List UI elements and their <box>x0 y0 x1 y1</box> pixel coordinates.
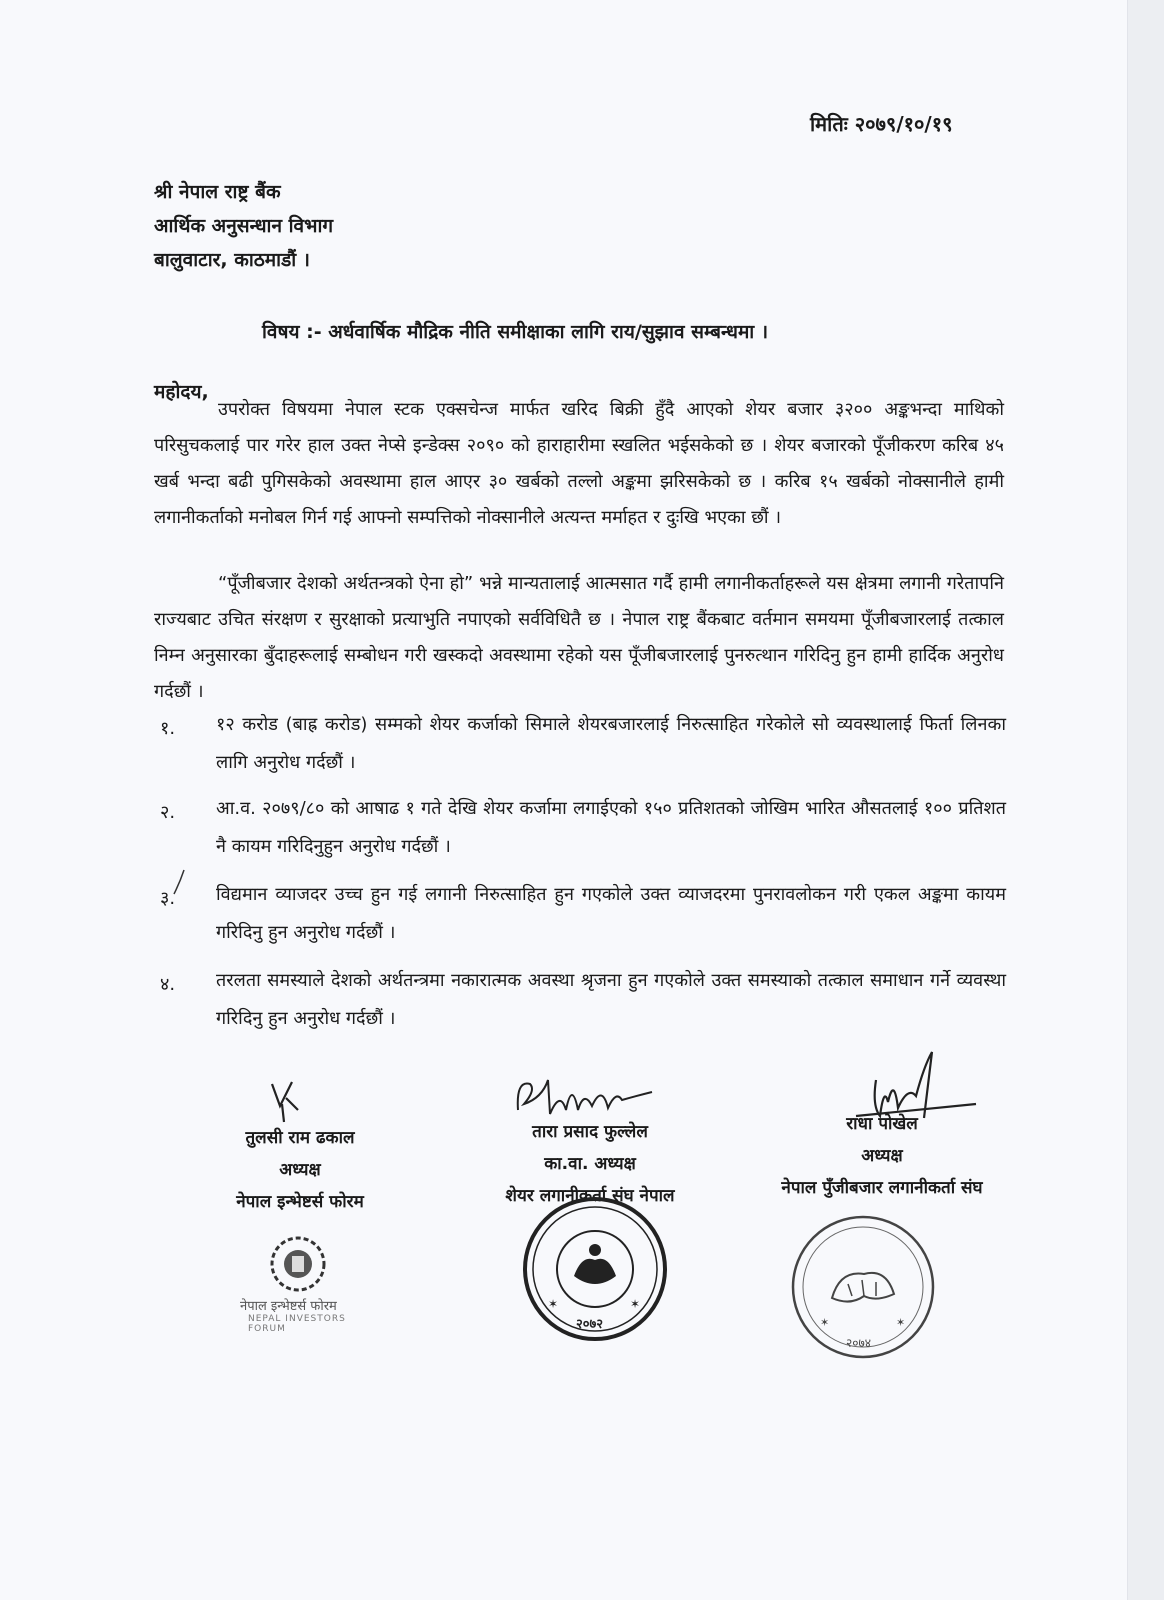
point-number: १. <box>160 718 176 739</box>
signatory-org: नेपाल पुँजीबजार लगानीकर्ता संघ <box>781 1178 983 1198</box>
pen-tick-mark <box>170 868 190 898</box>
svg-text:✶: ✶ <box>820 1316 830 1329</box>
shareholders-association-seal <box>522 1196 668 1342</box>
investors-forum-logo <box>236 1236 376 1336</box>
paragraph-2: “पूँजीबजार देशको अर्थतन्त्रको ऐना हो” भन्ने मान्यतालाई आत्मसात गर्दै हामी लगानीकर्ताहरूले यस क्षेत्रमा लगानी गरेतापनि राज्यबाट उचित संरक्षण र सुरक्षाको प्रत्याभुति नपाएको सर्वविधितै छ । नेपाल राष्ट्र बैंकबाट वर्तमान समयमा पूँजीबजारलाई तत्काल निम्न अनुसारका बुँदाहरूलाई सम्बोधन गरी खस्कदो अवस्थामा रहेको यस पूँजीबजारलाई पुनरुत्थान गरिदिनु हुन हामी हार्दिक अनुरोध गर्दछौं । <box>154 573 1004 702</box>
point-text: आ.व. २०७९/८० को आषाढ १ गते देखि शेयर कर्जामा लगाईएको १५० प्रतिशतको जोखिम भारित औसतलाई १०० प्रतिशत नै कायम गरिदिनुहुन अनुरोध गर्दछौं । <box>216 798 1006 857</box>
point-2 <box>160 790 1006 866</box>
forum-logo-subtext: NEPAL INVESTORS FORUM <box>248 1314 346 1334</box>
seal-year: २०७४ <box>846 1336 871 1350</box>
signatory-title: अध्यक्ष <box>861 1146 903 1166</box>
point-4 <box>160 962 1006 1038</box>
point-text: तरलता समस्याले देशको अर्थतन्त्रमा नकारात्मक अवस्था श्रृजना हुन गएकोले उक्त समस्याको तत्काल समाधान गर्ने व्यवस्था गरिदिनु हुन अनुरोध गर्दछौं । <box>216 970 1006 1029</box>
forum-emblem-icon <box>236 1236 376 1292</box>
paragraph-1: उपरोक्त विषयमा नेपाल स्टक एक्सचेन्ज मार्फत खरिद बिक्री हुँदै आएको शेयर बजार ३२०० अङ्कभन्दा माथिको परिसुचकलाई पार गरेर हाल उक्त नेप्से इन्डेक्स २०९० को हाराहारीमा स्खलित भईसकेको छ । शेयर बजारको पूँजीकरण करिब ४५ खर्ब भन्दा बढी पुगिसकेको अवस्थामा हाल आएर ३० खर्बको तल्लो अङ्कमा झरिसकेको छ । करिब १५ खर्बको नोक्सानीले हामी लगानीकर्ताको मनोबल गिर्न गई आफ्नो सम्पत्तिको नोक्सानीले अत्यन्त मर्माहत र दुःखि भएका छौं । <box>154 399 1004 528</box>
signatory-1 <box>210 1122 390 1218</box>
signatory-title: अध्यक्ष <box>279 1160 321 1180</box>
point-number: ४. <box>160 974 176 995</box>
signatory-name: राधा पोखेल <box>846 1114 918 1134</box>
recipient-line-3: बालुवाटार, काठमाडौं । <box>154 249 310 271</box>
recipient-line-2: आर्थिक अनुसन्धान विभाग <box>154 215 334 237</box>
signatory-org: नेपाल इन्भेष्टर्स फोरम <box>236 1192 364 1212</box>
point-number: ३. <box>160 888 176 909</box>
signatory-name: तुलसी राम ढकाल <box>245 1128 355 1148</box>
svg-text:✶: ✶ <box>896 1316 906 1329</box>
recipient-line-1: श्री नेपाल राष्ट्र बैंक <box>154 181 281 203</box>
svg-text:✶: ✶ <box>630 1297 641 1311</box>
letter-date: मितिः २०७९/१०/१९ <box>810 112 953 136</box>
forum-logo-text: नेपाल इन्भेष्टर्स फोरम <box>240 1299 337 1314</box>
capital-market-investors-seal <box>790 1214 936 1360</box>
salutation: महोदय, <box>154 381 209 403</box>
page-edge <box>1127 0 1164 1600</box>
point-3 <box>160 876 1006 952</box>
signatory-org: शेयर लगानीकर्ता संघ नेपाल <box>505 1186 675 1206</box>
signature-1 <box>262 1076 322 1126</box>
seal-year: २०७२ <box>576 1317 604 1332</box>
point-text: विद्यमान व्याजदर उच्च हुन गई लगानी निरुत्साहित हुन गएकोले उक्त व्याजदरमा पुनरावलोकन गरी एकल अङ्कमा कायम गरिदिनु हुन अनुरोध गर्दछौं । <box>216 884 1006 943</box>
point-1 <box>160 706 1006 782</box>
svg-text:✶: ✶ <box>548 1297 559 1311</box>
signatory-title: का.वा. अध्यक्ष <box>544 1154 636 1174</box>
signatory-name: तारा प्रसाद फुल्लेल <box>532 1122 648 1142</box>
point-text: १२ करोड (बाह्र करोड) सम्मको शेयर कर्जाको सिमाले शेयरबजारलाई निरुत्साहित गरेकोले सो व्यवस्थालाई फिर्ता लिनका लागि अनुरोध गर्दछौं । <box>216 714 1006 773</box>
signatory-3 <box>752 1108 1012 1204</box>
subject-line: विषय :- अर्धवार्षिक मौद्रिक नीति समीक्षाका लागि राय/सुझाव सम्बन्धमा । <box>262 321 769 343</box>
point-number: २. <box>160 802 176 823</box>
